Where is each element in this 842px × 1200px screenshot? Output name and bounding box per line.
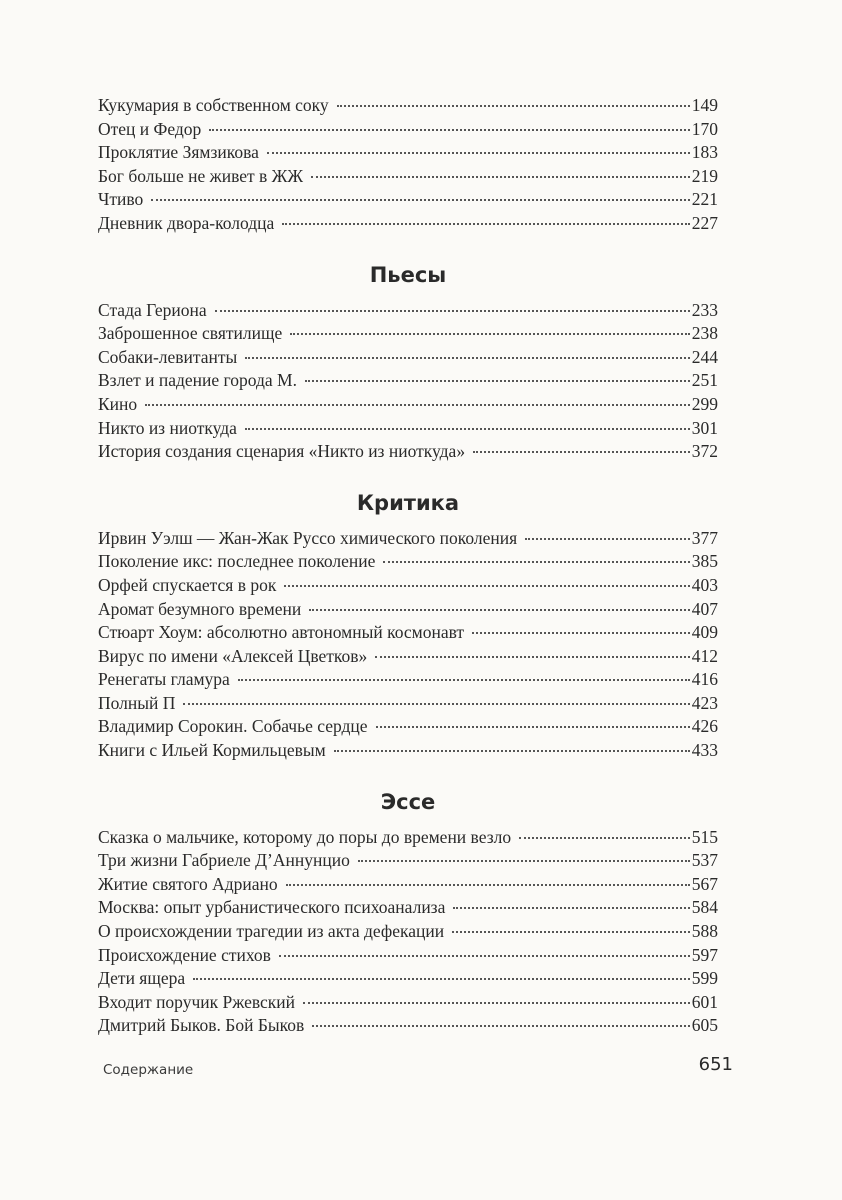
dot-leader [311,176,690,178]
section-heading-criticism: Критика [356,490,460,515]
dot-leader [284,585,689,587]
dot-leader [452,931,690,933]
toc-entry-title: Орфей спускается в рок [98,574,277,595]
toc-entry-page: 416 [691,669,718,690]
toc-entry-title: Стюарт Хоум: абсолютно автономный космонавт [98,622,465,643]
dot-leader [290,333,690,335]
dot-leader [383,561,689,563]
dot-leader [358,860,690,862]
toc-entry-page: 515 [691,826,718,847]
toc-entry-page: 233 [691,299,718,320]
toc-group-plays [98,299,718,464]
toc-entry-title: Три жизни Габриеле Д’Аннунцио [98,850,350,871]
toc-entry-title: Никто из ниоткуда [98,417,237,438]
dot-leader [245,357,689,359]
toc-entry-page: 244 [691,346,718,367]
toc-entry-title: Полный П [98,692,176,713]
dot-leader [279,955,690,957]
toc-entry-page: 372 [691,441,718,462]
running-footer-title: Содержание [103,1062,194,1078]
toc-entry-page: 412 [691,645,718,666]
toc-entry-page: 219 [691,165,718,186]
toc-entry-page: 238 [691,323,718,344]
toc-entry-page: 584 [691,897,718,918]
dot-leader [238,679,690,681]
toc-entry [98,1014,718,1038]
toc-entry [98,346,718,370]
toc-entry [98,967,718,991]
toc-entry-page: 409 [691,622,718,643]
dot-leader [286,884,690,886]
toc-entry-title: Проклятие Зямзикова [98,142,259,163]
page-number: 651 [698,1054,733,1075]
dot-leader [183,703,689,705]
toc-entry-title: Поколение икс: последнее поколение [98,551,376,572]
toc-entry-title: Кукумария в собственном соку [98,95,329,115]
toc-entry-title: Чтиво [98,189,144,210]
dot-leader [305,380,690,382]
toc-entry [98,212,718,236]
toc-entry [98,873,718,897]
toc-entry-title: История создания сценария «Никто из ниоткуда» [98,441,466,462]
dot-leader [525,538,690,540]
toc-entry-title: Входит поручик Ржевский [98,991,296,1012]
section-heading-plays: Пьесы [369,262,447,287]
toc-entry-title: Аромат безумного времени [98,598,302,619]
dot-leader [145,404,690,406]
toc-group-stories [98,94,718,236]
toc-entry-title: О происхождении трагедии из акта дефекации [98,921,445,942]
toc-entry-page: 301 [691,417,718,438]
toc-entry-page: 599 [691,968,718,989]
toc-entry-title: Книги с Ильей Кормильцевым [98,740,326,761]
toc-entry [98,118,718,142]
toc-entry-title: Ирвин Уэлш — Жан-Жак Руссо химического поколения [98,527,518,548]
toc-entry-title: Отец и Федор [98,118,202,139]
dot-leader [209,129,689,131]
toc-entry [98,896,718,920]
toc-entry-title: Кино [98,393,138,414]
toc-entry-page: 588 [691,921,718,942]
toc-entry-page: 426 [691,716,718,737]
toc-entry [98,598,718,622]
dot-leader [282,223,690,225]
toc-entry-page: 385 [691,551,718,572]
toc-entry [98,826,718,850]
toc-entry-page: 227 [691,212,718,233]
toc-entry [98,369,718,393]
toc-entry-title: Заброшенное святилище [98,323,283,344]
toc-entry-title: Происхождение стихов [98,944,271,965]
page-footer [103,1054,733,1084]
dot-leader [303,1002,690,1004]
dot-leader [376,726,690,728]
toc-entry [98,141,718,165]
toc-entry [98,991,718,1015]
toc-entry-title: Стада Гериона [98,299,207,320]
toc-entry-title: Собаки-левитанты [98,346,238,367]
toc-entry [98,668,718,692]
toc-entry [98,165,718,189]
dot-leader [334,750,690,752]
toc-entry-page: 601 [691,991,718,1012]
toc-entry-title: Ренегаты гламура [98,669,230,690]
toc-entry-title: Москва: опыт урбанистического психоанализа [98,897,446,918]
dot-leader [337,105,690,107]
toc-entry [98,550,718,574]
toc-entry [98,920,718,944]
toc-entry-title: Дмитрий Быков. Бой Быков [98,1015,305,1036]
toc-entry-page: 567 [691,873,718,894]
toc-entry-title: Сказка о мальчике, которому до поры до времени везло [98,826,512,847]
toc-entry [98,527,718,551]
toc-entry [98,574,718,598]
dot-leader [312,1025,690,1027]
toc-entry-title: Бог больше не живет в ЖЖ [98,165,304,186]
toc-entry-title: Дневник двора-колодца [98,212,275,233]
toc-entry [98,393,718,417]
section-heading-essays: Эссе [380,789,436,814]
toc-entry-page: 149 [691,95,718,115]
toc-entry-title: Житие святого Адриано [98,873,278,894]
toc-entry-page: 170 [691,118,718,139]
toc-entry [98,621,718,645]
toc-group-essays [98,826,718,1038]
dot-leader [267,152,690,154]
toc-entry [98,94,718,118]
toc-entry-page: 537 [691,850,718,871]
dot-leader [375,656,689,658]
toc-entry [98,417,718,441]
toc-entry-page: 183 [691,142,718,163]
dot-leader [151,199,689,201]
toc-entry-page: 221 [691,189,718,210]
toc-entry-page: 377 [691,527,718,548]
dot-leader [519,837,690,839]
toc-group-criticism [98,527,718,763]
toc-entry [98,692,718,716]
toc-entry-title: Дети ящера [98,968,186,989]
toc-entry-page: 403 [691,574,718,595]
dot-leader [453,907,689,909]
dot-leader [245,428,690,430]
toc-entry-title: Владимир Сорокин. Собачье сердце [98,716,368,737]
dot-leader [309,609,690,611]
toc-entry [98,944,718,968]
toc-entry-page: 407 [691,598,718,619]
toc-entry-page: 605 [691,1015,718,1036]
toc-entry-page: 251 [691,370,718,391]
toc-entry-page: 597 [691,944,718,965]
toc-entry [98,849,718,873]
toc-entry [98,322,718,346]
toc-entry-title: Взлет и падение города М. [98,370,297,391]
toc-entry-page: 423 [691,692,718,713]
dot-leader [215,310,690,312]
toc-entry [98,188,718,212]
toc-entry-page: 299 [691,393,718,414]
toc-entry-page: 433 [691,740,718,761]
dot-leader [473,451,690,453]
toc-entry-title: Вирус по имени «Алексей Цветков» [98,645,368,666]
table-of-contents [98,94,718,1038]
toc-entry [98,715,718,739]
toc-entry [98,645,718,669]
toc-entry [98,739,718,763]
toc-entry [98,299,718,323]
dot-leader [193,978,690,980]
toc-entry [98,440,718,464]
dot-leader [472,632,690,634]
